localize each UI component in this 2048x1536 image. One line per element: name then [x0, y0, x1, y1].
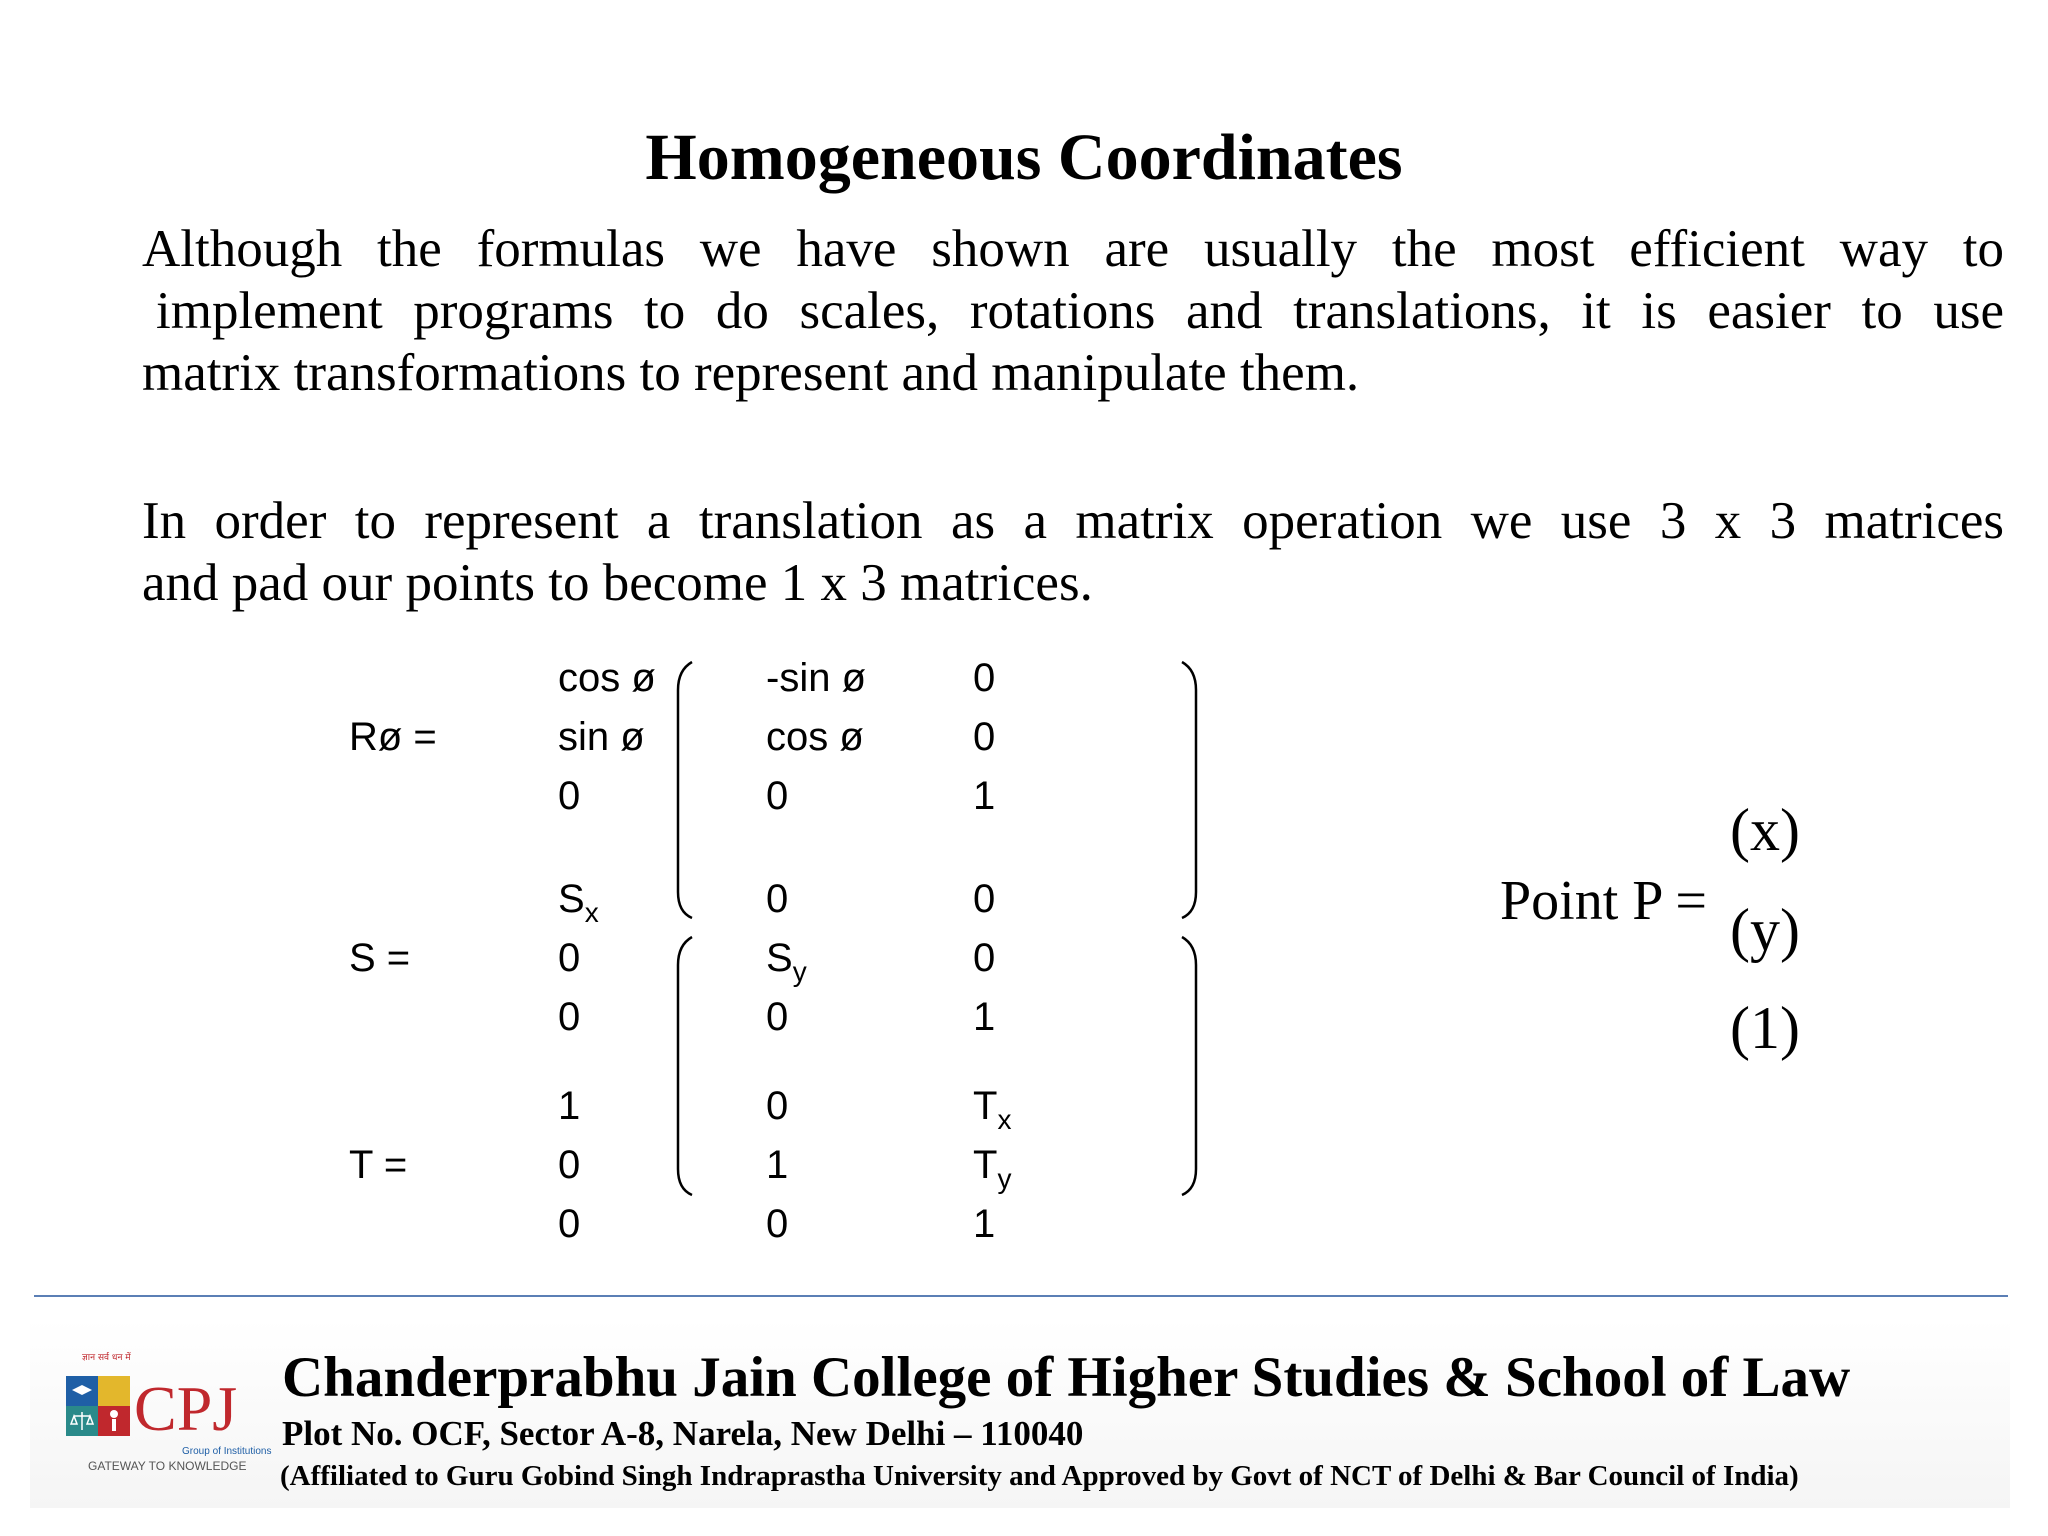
rotation-cell: cos ø — [558, 656, 656, 700]
college-name: Chanderprabhu Jain College of Higher Studies & School of Law — [282, 1346, 1851, 1409]
scale-cell: 0 — [558, 995, 581, 1039]
translation-cell: 1 — [973, 1202, 996, 1246]
point-value: (x) — [1730, 797, 1800, 863]
translation-cell: $T_y$ — [973, 1143, 1012, 1194]
translation-cell: 1 — [558, 1084, 581, 1128]
scale-cell: 0 — [558, 936, 581, 980]
logo-motto: ज्ञान सर्व धन में — [82, 1353, 131, 1363]
logo-cpj-text: CPJ — [134, 1373, 238, 1444]
translation-cell: 0 — [558, 1202, 581, 1246]
scale-cell: 0 — [973, 877, 996, 921]
college-logo — [52, 1348, 292, 1488]
paragraph-line: and pad our points to become 1 x 3 matrices. — [142, 554, 1093, 612]
translation-right-bracket — [1182, 937, 1196, 1195]
translation-matrix-label: T = — [349, 1143, 408, 1187]
paragraph-line: implement programs to do scales, rotations and translations, it is easier to use — [156, 282, 2004, 340]
paragraph-intro — [142, 218, 2004, 404]
translation-cell: 0 — [558, 1143, 581, 1187]
logo-shield-book — [98, 1376, 130, 1406]
point-value: (1) — [1730, 995, 1800, 1061]
scale-cell: $S_y$ — [766, 936, 807, 987]
footer-divider — [34, 1295, 2008, 1297]
paragraph-line: matrix transformations to represent and manipulate them. — [142, 344, 1360, 402]
paragraph-line: In order to represent a translation as a matrix operation we use 3 x 3 matrices — [142, 492, 2004, 550]
logo-group-text: Group of Institutions — [182, 1446, 272, 1457]
rotation-right-bracket — [1182, 662, 1196, 918]
point-value: (y) — [1730, 897, 1800, 963]
rotation-cell: 0 — [973, 715, 996, 759]
college-address: Plot No. OCF, Sector A-8, Narela, New Delhi – 110040 — [282, 1414, 1084, 1453]
figure-icon — [110, 1410, 118, 1418]
scale-matrix-label: S = — [349, 936, 411, 980]
paragraph-translation — [142, 490, 2004, 614]
point-label: Point P = — [1500, 870, 1707, 932]
translation-cell: 0 — [766, 1202, 789, 1246]
scale-cell: 0 — [973, 936, 996, 980]
rotation-matrix-label: Rø = — [349, 715, 437, 759]
scale-cell: 0 — [766, 877, 789, 921]
rotation-cell: cos ø — [766, 715, 864, 759]
college-affiliation: (Affiliated to Guru Gobind Singh Indraprastha University and Approved by Govt of NCT of Delhi & Bar Council of India) — [280, 1460, 1799, 1492]
rotation-cell: -sin ø — [766, 656, 866, 700]
paragraph-line: Although the formulas we have shown are usually the most efficient way to — [142, 220, 2004, 278]
rotation-cell: 0 — [973, 656, 996, 700]
rotation-cell: sin ø — [558, 715, 645, 759]
rotation-cell: 1 — [973, 774, 996, 818]
translation-left-bracket — [678, 937, 692, 1195]
slide-title: Homogeneous Coordinates — [645, 121, 1403, 194]
translation-cell: $T_x$ — [973, 1084, 1012, 1135]
scale-cell: $S_x$ — [558, 877, 599, 928]
logo-tagline: GATEWAY TO KNOWLEDGE — [88, 1459, 247, 1473]
rotation-left-bracket — [678, 662, 692, 918]
scale-cell: 1 — [973, 995, 996, 1039]
translation-cell: 1 — [766, 1143, 789, 1187]
rotation-cell: 0 — [766, 774, 789, 818]
translation-cell: 0 — [766, 1084, 789, 1128]
rotation-cell: 0 — [558, 774, 581, 818]
scale-cell: 0 — [766, 995, 789, 1039]
